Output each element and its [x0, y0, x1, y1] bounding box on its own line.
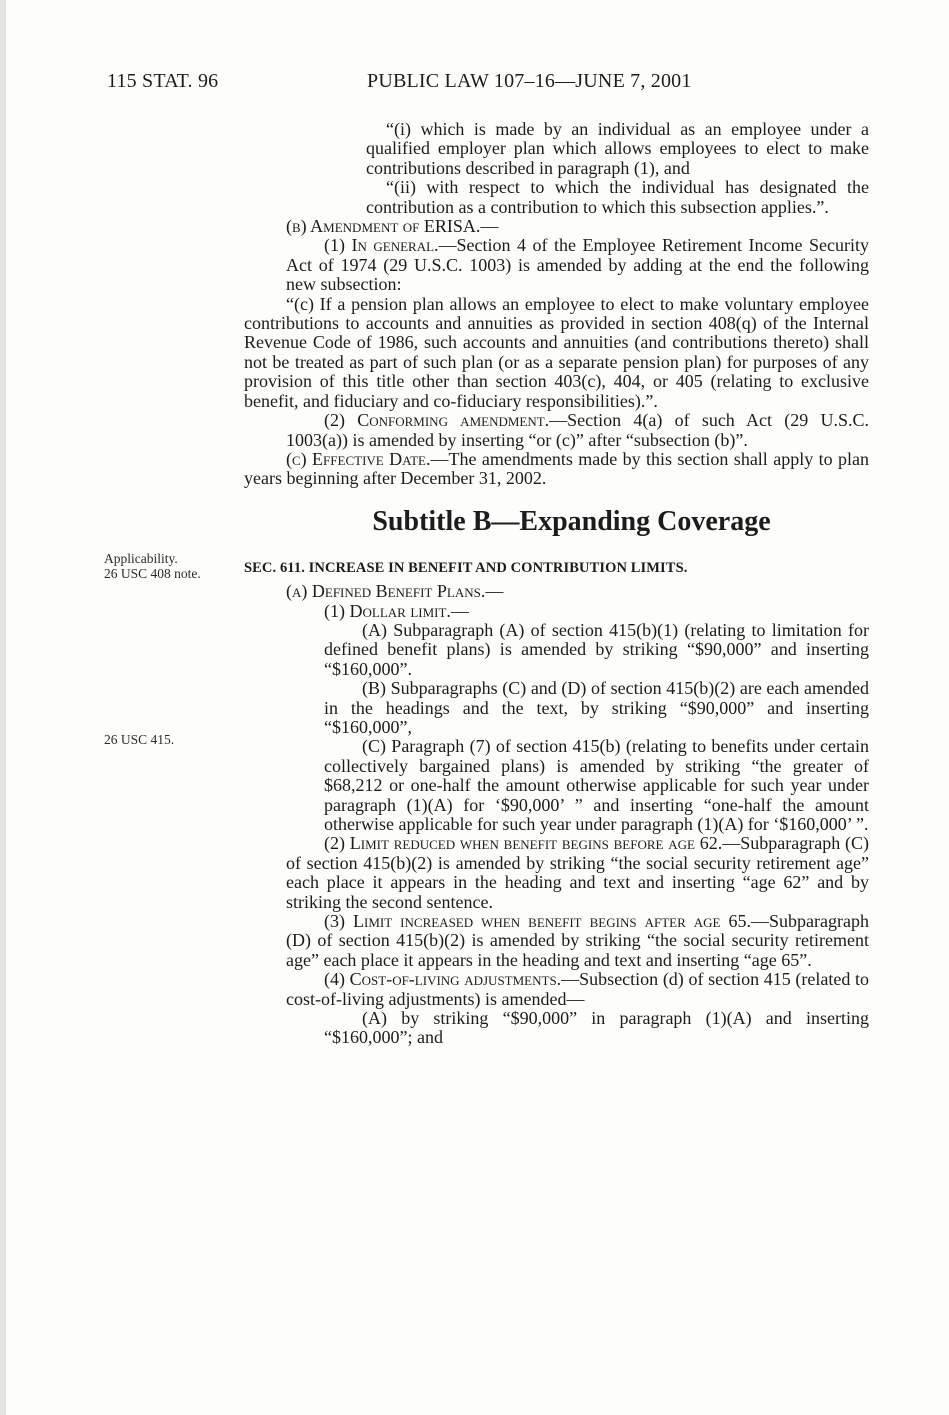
paragraph-b2-text: —Section 4(a) of such Act (29 U.S.C. 1003(a)) is amended by inserting “or (c)” after “subsection (b)”. [286, 410, 869, 450]
subsection-a-heading [244, 582, 869, 601]
clause-i: “(i) which is made by an individual as an employee under a qualified employer plan which allows employees to elect to make contributions described in paragraph (1), and [366, 119, 869, 178]
subsection-c-heading: (c) Effective Date. [286, 448, 431, 469]
paragraph-b1 [286, 236, 869, 294]
paragraph-b2-heading: (2) Conforming amendment. [324, 410, 550, 431]
subsection-c-effective-date [244, 450, 869, 489]
paragraph-a2-text: —Subparagraph (C) of section 415(b)(2) is amended by striking “the social security retirement age” each place it appears in the heading and text and inserting “age 62” and by striking the second sentence. [286, 833, 869, 912]
paragraph-a4-heading: (4) Cost-of-living adjustments. [324, 969, 562, 990]
paragraph-b1-text: —Section 4 of the Employee Retirement Income Security Act of 1974 (29 U.S.C. 1003) is amended by adding at the end the following new subsection: [286, 235, 869, 295]
margin-note-usc-415: 26 USC 415. [104, 732, 175, 747]
subparagraph-B: (B) Subparagraphs (C) and (D) of section 415(b)(2) are each amended in the headings and the text, by striking “$90,000” and inserting “$160,000”, [324, 678, 869, 737]
subparagraph-A: (A) Subparagraph (A) of section 415(b)(1) (relating to limitation for defined benefit plans) is amended by striking “$90,000” and inserting “$160,000”. [324, 619, 869, 679]
subparagraph-a4-A: (A) by striking “$90,000” in paragraph (1)(A) and inserting “$160,000”; and [324, 1008, 869, 1048]
page-edge [0, 0, 6, 1415]
quoted-subsection-c: “(c) If a pension plan allows an employee to elect to make voluntary employee contributions to accounts and annuities as provided in section 408(q) of the Internal Revenue Code of 1986, such accounts and annuities (and contributions thereto) shall not be treated as part of such plan (or as a separate pension plan) for purposes of any provision of this title other than section 403(c), 404, or 405 (relating to exclusive benefit, and fiduciary and co-fiduciary responsibilities).”. [244, 293, 869, 411]
section-heading: SEC. 611. INCREASE IN BENEFIT AND CONTRIBUTION LIMITS. [244, 559, 688, 576]
paragraph-a2 [286, 834, 869, 912]
margin-note-usc-408: 26 USC 408 note. [104, 566, 201, 581]
paragraph-b1-heading: (1) In general. [324, 235, 439, 256]
paragraph-a3-heading: (3) Limit increased when benefit begins after age 65. [324, 911, 752, 932]
paragraph-a1-title: (1) Dollar limit.— [324, 600, 469, 621]
subparagraph-C: (C) Paragraph (7) of section 415(b) (relating to benefits under certain collectively bargained plans) is amended by striking “the greater of $68,212 or one-half the amount otherwise applicable for such year under paragraph (1)(A) for ‘$90,000’ ” and inserting “one-half the amount otherwise applicable for such year under paragraph (1)(A) for ‘$160,000’ ”. [324, 736, 869, 834]
clause-ii: “(ii) with respect to which the individual has designated the contribution as a contribution to which this subsection applies.”. [366, 177, 869, 217]
statute-page-number: 115 STAT. 96 [107, 70, 219, 92]
paragraph-a3 [286, 912, 869, 970]
paragraph-a3-text: —Subparagraph (D) of section 415(b)(2) is amended by striking “the social security retirement age” each place it appears in the heading and text and inserting “age 65”. [286, 911, 869, 970]
paragraph-b2 [286, 411, 869, 450]
paragraph-a1-heading [244, 602, 869, 621]
paragraph-a4 [286, 970, 869, 1009]
paragraph-a2-heading: (2) Limit reduced when benefit begins before age 62. [324, 833, 723, 854]
document-body [244, 120, 869, 1048]
subsection-b-heading [244, 217, 869, 236]
subsection-b-title: (b) Amendment of ERISA.— [286, 216, 499, 237]
margin-note-applicability: Applicability. [104, 551, 178, 566]
subsection-a-title: (a) Defined Benefit Plans.— [286, 581, 504, 602]
running-header: PUBLIC LAW 107–16—JUNE 7, 2001 [367, 70, 692, 92]
paragraph-a4-text: —Subsection (d) of section 415 (related to cost-of-living adjustments) is amended— [286, 969, 869, 1009]
subtitle-heading: Subtitle B—Expanding Coverage [372, 505, 771, 537]
subsection-c-text: —The amendments made by this section shall apply to plan years beginning after December 31, 2002. [244, 448, 869, 489]
